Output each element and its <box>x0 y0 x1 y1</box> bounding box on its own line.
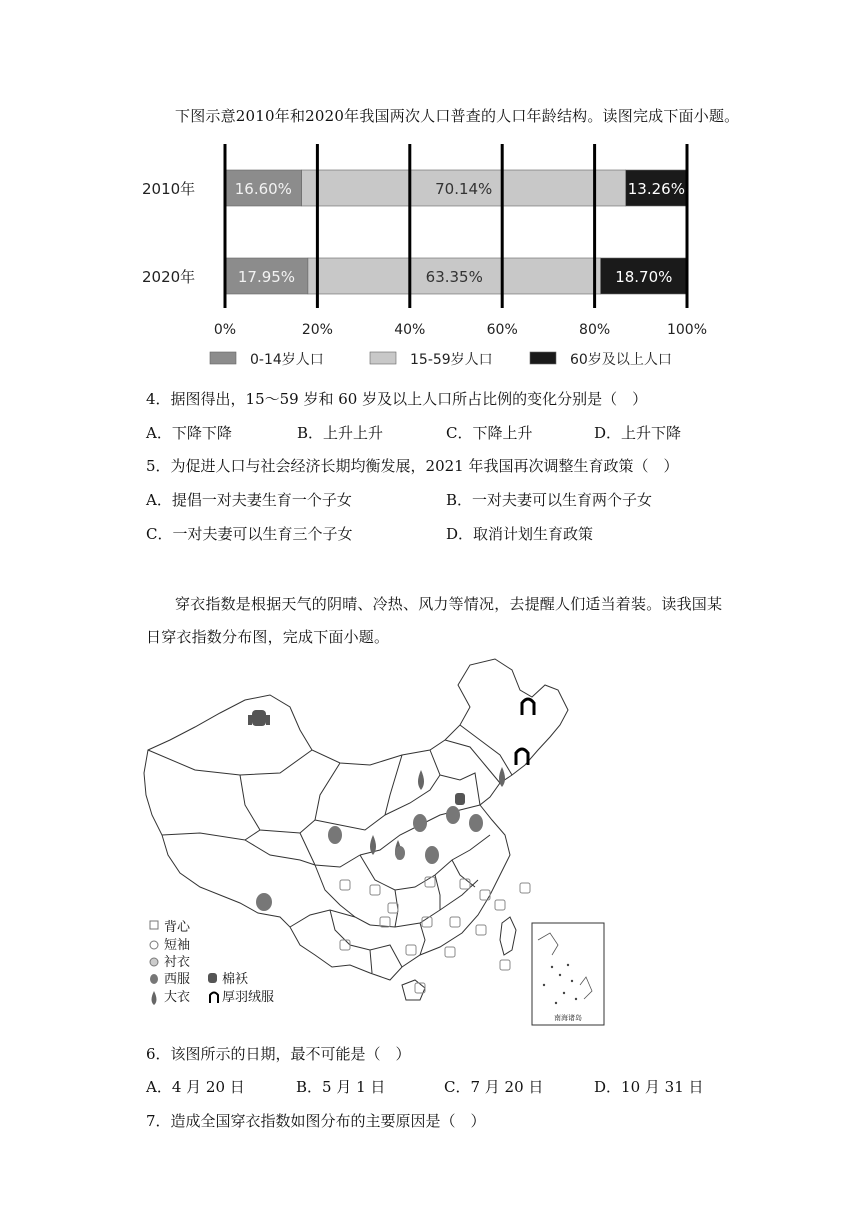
thick-down-legend-icon <box>210 993 218 1004</box>
section2-intro-line1: 穿衣指数是根据天气的阴晴、冷热、风力等情况，去提醒人们适当着装。读我国某 <box>175 595 723 613</box>
shirt-icon <box>460 879 470 889</box>
age-structure-chart <box>130 138 730 378</box>
short-sleeve-legend-icon <box>150 941 158 949</box>
legend-label: 60岁及以上人口 <box>570 352 672 368</box>
suit-icon <box>413 814 427 832</box>
suit-icon <box>469 814 483 832</box>
bar-value-label: 18.70% <box>615 268 673 286</box>
q6-option-d[interactable]: D．10 月 31 日 <box>594 1078 704 1096</box>
bar-value-label: 17.95% <box>237 268 296 286</box>
bar-value-label: 13.26% <box>627 180 685 198</box>
short-sleeve-icon <box>500 960 510 970</box>
legend-short-sleeve: 短袖 <box>164 938 191 953</box>
q6-stem: 6．该图所示的日期，最不可能是（ ） <box>146 1045 411 1063</box>
short-sleeve-icon <box>445 947 455 957</box>
legend-label: 15-59岁人口 <box>410 352 493 368</box>
suit-legend-icon <box>150 974 158 984</box>
q6-option-c[interactable]: C．7 月 20 日 <box>444 1078 544 1096</box>
category-label: 2020年 <box>142 268 196 286</box>
legend-swatch <box>530 352 556 364</box>
legend-vest: 背心 <box>164 920 191 935</box>
overcoat-icon <box>418 770 424 790</box>
x-tick-label: 80% <box>579 322 611 338</box>
cotton-coat-icon <box>455 793 465 805</box>
q5-option-d[interactable]: D．取消计划生育政策 <box>446 525 594 543</box>
q5-option-a[interactable]: A．提倡一对夫妻生育一个子女 <box>146 491 352 509</box>
cotton-coat-icon <box>248 710 270 726</box>
suit-icon <box>256 893 272 911</box>
shirt-icon <box>340 940 350 950</box>
shirt-icon <box>480 890 490 900</box>
x-tick-label: 60% <box>486 322 518 338</box>
shirt-legend-icon <box>150 958 158 966</box>
bar-value-label: 70.14% <box>435 180 493 198</box>
short-sleeve-icon <box>406 945 416 955</box>
thick-down-jacket-icon <box>516 749 528 765</box>
short-sleeve-icon <box>450 917 460 927</box>
q4-option-a[interactable]: A．下降下降 <box>146 424 232 442</box>
vest-icon <box>150 921 158 929</box>
south-china-sea-inset <box>532 923 604 1025</box>
q6-option-a[interactable]: A．4 月 20 日 <box>146 1078 245 1096</box>
shirt-icon <box>370 885 380 895</box>
section2-intro-line2: 日穿衣指数分布图，完成下面小题。 <box>146 628 390 646</box>
q4-option-b[interactable]: B．上升上升 <box>297 424 384 442</box>
q5-option-c[interactable]: C．一对夫妻可以生育三个子女 <box>146 525 353 543</box>
q7-stem: 7．造成全国穿衣指数如图分布的主要原因是（ ） <box>146 1112 486 1130</box>
short-sleeve-icon <box>520 883 530 893</box>
inset-label: 南海诸岛 <box>554 1014 582 1022</box>
q6-option-b[interactable]: B．5 月 1 日 <box>296 1078 386 1096</box>
legend-shirt: 衬衣 <box>164 955 191 970</box>
legend-swatch <box>210 352 236 364</box>
legend-thick-down: 厚羽绒服 <box>222 990 275 1005</box>
legend-suit: 西服 <box>164 972 191 987</box>
q4-stem: 4．据图得出，15～59 岁和 60 岁及以上人口所占比例的变化分别是（ ） <box>146 390 648 408</box>
x-tick-label: 100% <box>666 322 708 338</box>
short-sleeve-icon <box>495 900 505 910</box>
legend-swatch <box>370 352 396 364</box>
overcoat-legend-icon <box>152 991 157 1005</box>
taiwan-outline <box>500 917 516 955</box>
legend-label: 0-14岁人口 <box>250 352 324 368</box>
short-sleeve-icon <box>476 925 486 935</box>
legend-overcoat: 大衣 <box>164 990 191 1005</box>
thick-down-jacket-icon <box>522 699 534 715</box>
x-tick-label: 40% <box>394 322 426 338</box>
legend-cotton-coat: 棉袄 <box>222 972 249 987</box>
cotton-coat-legend-icon <box>208 973 217 983</box>
clothing-index-map <box>140 655 610 1030</box>
x-tick-label: 0% <box>213 322 237 338</box>
suit-icon <box>425 846 439 864</box>
category-label: 2010年 <box>142 180 196 198</box>
q5-option-b[interactable]: B．一对夫妻可以生育两个子女 <box>446 491 653 509</box>
suit-icon <box>395 846 405 860</box>
bar-value-label: 63.35% <box>425 268 483 286</box>
suit-icon <box>328 826 342 844</box>
q4-option-c[interactable]: C．下降上升 <box>446 424 533 442</box>
shirt-icon <box>388 903 398 913</box>
x-tick-label: 20% <box>301 322 333 338</box>
shirt-icon <box>340 880 350 890</box>
china-outline <box>144 659 568 980</box>
q5-stem: 5．为促进人口与社会经济长期均衡发展，2021 年我国再次调整生育政策（ ） <box>146 457 679 475</box>
q4-option-d[interactable]: D．上升下降 <box>594 424 682 442</box>
section1-intro: 下图示意2010年和2020年我国两次人口普查的人口年龄结构。读图完成下面小题。 <box>175 107 740 125</box>
suit-icon <box>446 806 460 824</box>
bar-value-label: 16.60% <box>234 180 292 198</box>
